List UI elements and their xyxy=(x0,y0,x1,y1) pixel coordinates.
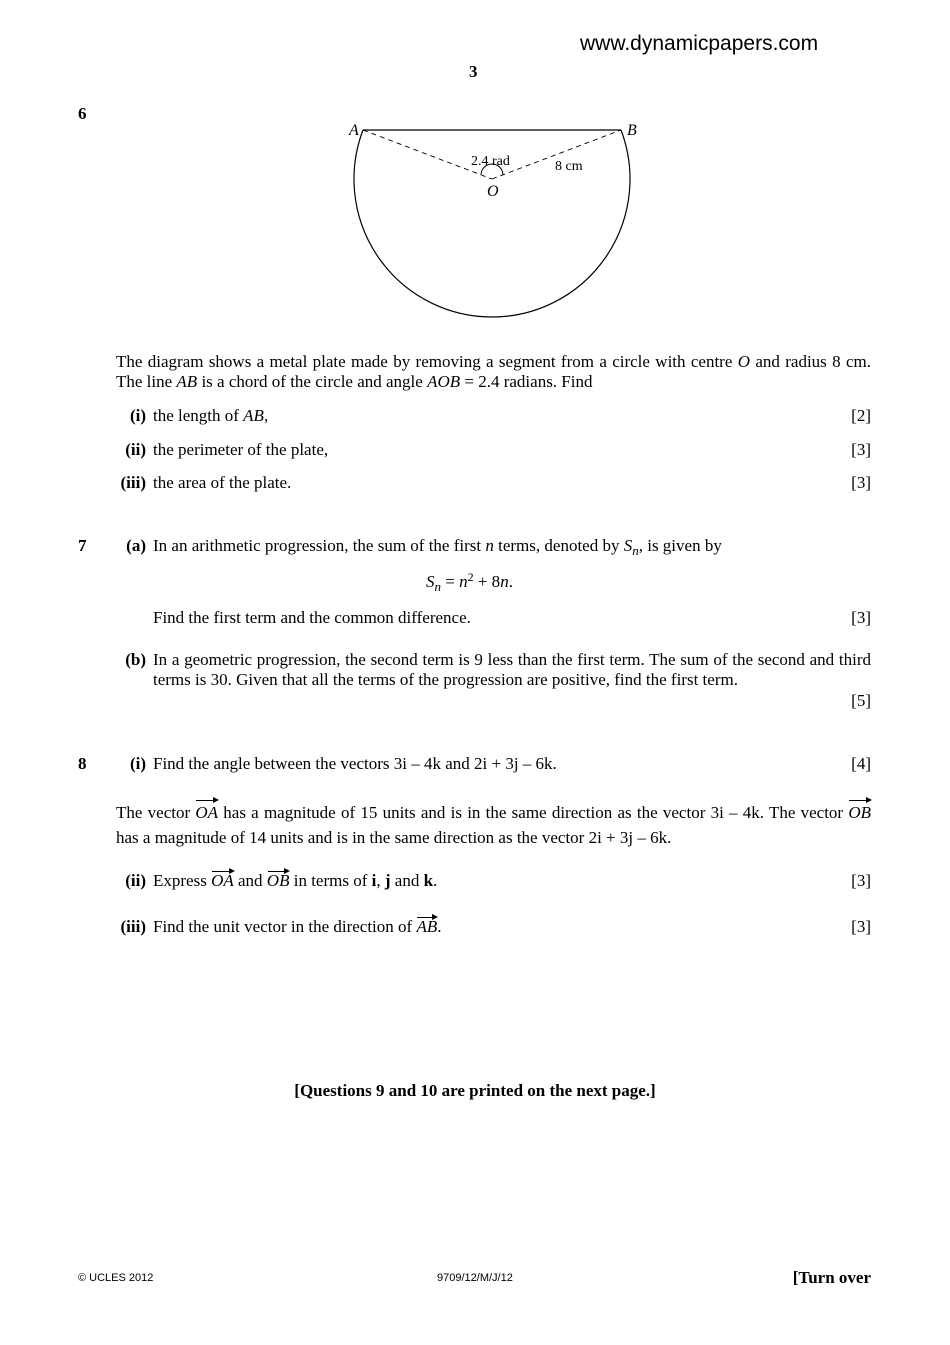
question-8-number: 8 xyxy=(78,754,87,773)
marks: [3] xyxy=(851,608,871,627)
question-8-part-ii: (ii) Express OA and OB in terms of i, j and k. [3] xyxy=(125,871,871,890)
label-o: O xyxy=(487,183,499,200)
website-header: www.dynamicpapers.com xyxy=(580,32,819,55)
question-6-part-ii: (ii) the perimeter of the plate, [3] xyxy=(125,440,871,459)
copyright: © UCLES 2012 xyxy=(78,1272,154,1284)
plate-diagram xyxy=(330,112,650,327)
question-6-number: 6 xyxy=(78,104,87,123)
question-7-number: 7 xyxy=(78,536,87,555)
radius-label: 8 cm xyxy=(555,159,583,174)
question-6-part-i: (i) the length of AB, [2] xyxy=(129,406,871,425)
marks: [5] xyxy=(851,691,871,710)
marks: [4] xyxy=(851,754,871,773)
question-6-intro: The diagram shows a metal plate made by removing a segment from a circle with centre O and radius 8 cm. The line AB is a chord of the circle and angle AOB = 2.4 radians. Find xyxy=(116,352,871,391)
arithmetic-formula: $S_n = n^2 + 8n$. xyxy=(426,570,513,594)
marks: [3] xyxy=(851,917,871,936)
marks: [3] xyxy=(851,473,871,492)
question-8-intro: The vector OA has a magnitude of 15 units and is in the same direction as the vector 3i – 4k. The vector OB has a magnitude of 14 units and is in the same direction as the vector 2i + 3j – 6k. xyxy=(116,800,871,850)
marks: [2] xyxy=(851,406,871,425)
question-7a-find: Find the first term and the common difference. [3] xyxy=(153,608,871,627)
angle-label: 2.4 rad xyxy=(471,154,510,169)
marks: [3] xyxy=(851,440,871,459)
label-a: A xyxy=(349,122,359,139)
page-number: 3 xyxy=(469,62,478,81)
question-7b-text: In a geometric progression, the second term is 9 less than the first term. The sum of the second and third terms is 30. Given that all the terms of the progression are positive, find the first term. xyxy=(153,650,871,689)
label-b: B xyxy=(627,122,637,139)
next-page-notice: [Questions 9 and 10 are printed on the next page.] xyxy=(294,1081,656,1100)
marks: [3] xyxy=(851,871,871,890)
paper-code: 9709/12/M/J/12 xyxy=(437,1272,513,1284)
question-7a: (a) In an arithmetic progression, the sum of the first n terms, denoted by $S_n$, is given by xyxy=(126,536,722,558)
question-8-part-iii: (iii) Find the unit vector in the direction of AB. [3] xyxy=(120,917,871,936)
question-6-part-iii: (iii) the area of the plate. [3] xyxy=(120,473,871,492)
question-8-part-i: (i) Find the angle between the vectors 3i – 4k and 2i + 3j – 6k. [4] xyxy=(129,754,871,773)
turn-over: [Turn over xyxy=(792,1268,871,1287)
question-7b-label: (b) xyxy=(125,650,146,669)
